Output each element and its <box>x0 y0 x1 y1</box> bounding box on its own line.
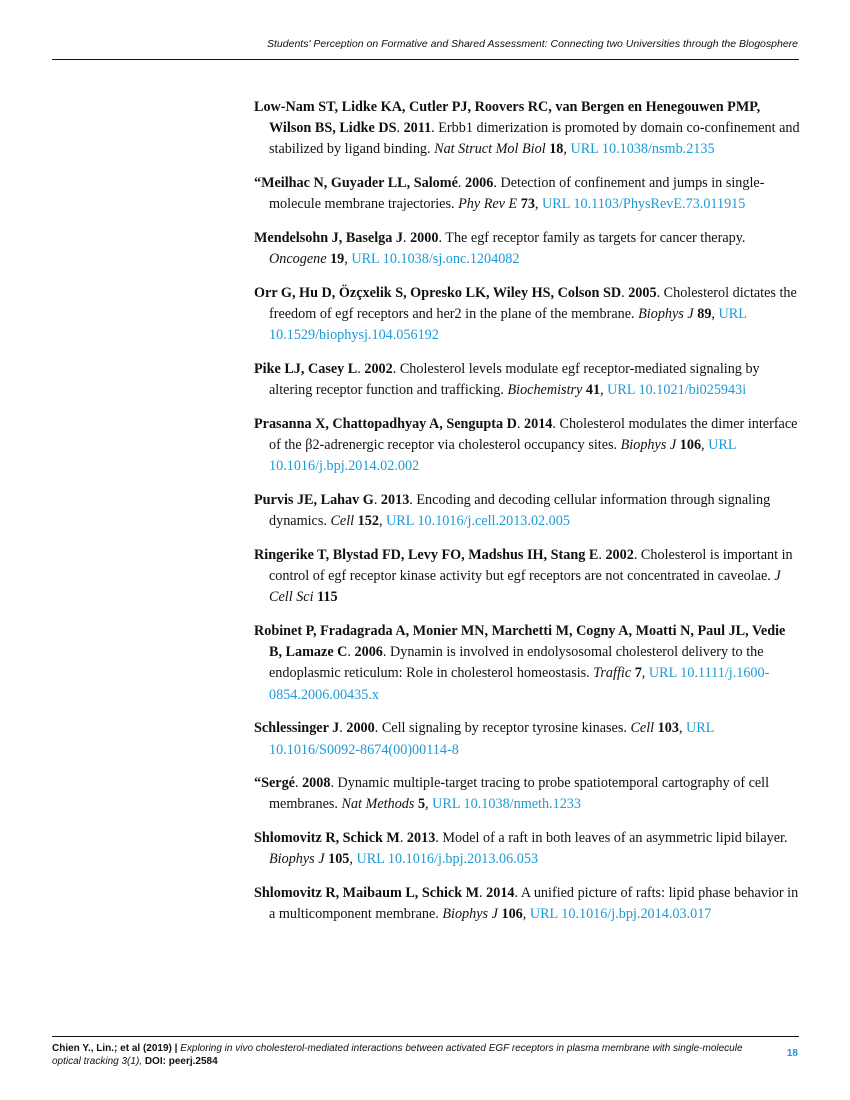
reference-title: The egf receptor family as targets for cancer therapy. <box>445 230 746 247</box>
reference-url-link[interactable]: URL <box>648 665 677 682</box>
reference-url-link[interactable]: URL <box>529 906 558 923</box>
reference-authors: Shlomovitz R, Schick M <box>254 830 400 847</box>
reference-year: 2014 <box>524 415 553 432</box>
reference-journal: Nat Struct Mol Biol <box>434 141 546 158</box>
reference-authors: “Sergé <box>254 775 295 792</box>
reference-volume: 73 <box>520 196 535 213</box>
reference-entry: Mendelsohn J, Baselga J. 2000. The egf receptor family as targets for cancer therapy. Oncogene 19, URL 10.1038/sj.onc.1204082 <box>254 230 746 268</box>
footer-issue: 3(1), <box>121 1056 143 1067</box>
reference-url-link[interactable]: URL <box>356 851 385 868</box>
reference-year: 2006 <box>354 644 383 661</box>
reference-title: Erbb1 dimerization is promoted by domain co-confinement and stabilized by ligand binding. <box>269 120 800 158</box>
reference-entry: Orr G, Hu D, Özçxelik S, Opresko LK, Wiley HS, Colson SD. 2005. Cholesterol dictates the freedom of egf receptors and her2 in the plane of the membrane. Biophys J 89, URL 10.1529/biophysj.104.056192 <box>254 284 797 344</box>
reference-title: Cholesterol modulates the dimer interface of the β2-adrenergic receptor via cholesterol occupancy sites. <box>269 415 798 454</box>
reference-url-link[interactable]: URL <box>351 251 380 268</box>
reference-entry: “Meilhac N, Guyader LL, Salomé. 2006. Detection of confinement and jumps in single-molecule membrane trajectories. Phy Rev E 73, URL 10.1103/PhysRevE.73.011915 <box>254 175 765 213</box>
running-header <box>52 38 798 50</box>
reference-year: 2011 <box>403 120 432 137</box>
reference-year: 2013 <box>406 830 436 847</box>
reference-volume: 18 <box>549 141 564 158</box>
reference-url-link[interactable]: URL <box>718 306 747 323</box>
page-number: 18 <box>786 1048 798 1059</box>
reference-doi-link[interactable]: 10.1038/nsmb.2135 <box>601 141 715 158</box>
reference-authors: “Meilhac N, Guyader LL, Salomé <box>254 175 458 192</box>
reference-entry: Shlomovitz R, Maibaum L, Schick M. 2014. A unified picture of rafts: lipid phase behavior in a multicomponent membrane. Biophys J 106, URL 10.1016/j.bpj.2014.03.017 <box>254 885 799 923</box>
reference-journal: Biophys J <box>638 306 694 323</box>
reference-volume: 41 <box>585 382 601 399</box>
reference-entry: Robinet P, Fradagrada A, Monier MN, Marchetti M, Cogny A, Moatti N, Paul JL, Vedie B, Lamaze C. 2006. Dynamin is involved in endolysosomal cholesterol delivery to the endoplasmic reticulum: Role in cholesterol homeostasis. Traffic 7, URL 10.1111/j.1600-0854.2006.00435.x <box>254 623 786 703</box>
reference-entry: Schlessinger J. 2000. Cell signaling by receptor tyrosine kinases. Cell 103, URL 10.1016/S0092-8674(00)00114-8 <box>254 720 714 758</box>
reference-url-link[interactable]: URL <box>607 382 636 399</box>
reference-entry: Ringerike T, Blystad FD, Levy FO, Madshus IH, Stang E. 2002. Cholesterol is important in control of egf receptor kinase activity but egf receptors are not concentrated in caveolae. J Cell Sci 115 <box>254 546 793 606</box>
reference-title: Dynamin is involved in endolysosomal cholesterol delivery to the endoplasmic reticulum: Role in cholesterol homeostasis. <box>269 644 764 682</box>
reference-title: Dynamic multiple-target tracing to probe spatiotemporal cartography of cell membranes. <box>269 775 770 813</box>
reference-year: 2000 <box>410 230 439 247</box>
reference-doi-link[interactable]: 10.1529/biophysj.104.056192 <box>269 327 439 344</box>
footer-divider <box>52 1036 799 1037</box>
reference-entry: Pike LJ, Casey L. 2002. Cholesterol levels modulate egf receptor-mediated signaling by altering receptor function and trafficking. Biochemistry 41, URL 10.1021/bi025943i <box>254 361 760 399</box>
footer-citation <box>52 1042 752 1068</box>
reference-volume: 7 <box>634 665 642 682</box>
reference-year: 2005 <box>628 284 657 301</box>
reference-doi-link[interactable]: 10.1038/sj.onc.1204082 <box>382 251 520 268</box>
reference-entry: “Sergé. 2008. Dynamic multiple-target tracing to probe spatiotemporal cartography of cell membranes. Nat Methods 5, URL 10.1038/nmeth.1233 <box>254 775 770 813</box>
reference-url-link[interactable]: URL <box>432 796 460 813</box>
reference-url-link[interactable]: URL <box>686 720 714 737</box>
reference-journal: Cell <box>330 513 355 530</box>
reference-doi-link[interactable]: 10.1016/j.bpj.2014.03.017 <box>561 906 712 923</box>
reference-volume: 5 <box>417 796 426 813</box>
footer-authors: Chien Y., Lin.; et al (2019) | <box>52 1043 178 1054</box>
reference-url-link[interactable]: URL <box>708 437 736 454</box>
reference-year: 2000 <box>346 720 375 737</box>
reference-title: Cholesterol is important in control of egf receptor kinase activity but egf receptors are not concentrated in caveolae. <box>269 546 793 585</box>
reference-journal: Nat Methods <box>341 796 415 813</box>
reference-url-link[interactable]: URL <box>386 513 414 530</box>
reference-authors: Orr G, Hu D, Özçxelik S, Opresko LK, Wiley HS, Colson SD <box>254 284 622 301</box>
reference-year: 2006 <box>464 175 494 192</box>
reference-doi-link[interactable]: 10.1016/j.cell.2013.02.005 <box>417 513 570 530</box>
reference-authors: Prasanna X, Chattopadhyay A, Sengupta D <box>254 415 517 432</box>
reference-authors: Purvis JE, Lahav G <box>254 492 374 509</box>
reference-volume: 106 <box>679 437 702 454</box>
reference-authors: Robinet P, Fradagrada A, Monier MN, Marchetti M, Cogny A, Moatti N, Paul JL, Vedie B, Lamaze C <box>254 623 786 661</box>
reference-journal: Biochemistry <box>507 382 583 399</box>
reference-doi-link[interactable]: 10.1016/S0092-8674(00)00114-8 <box>269 741 459 758</box>
header-divider <box>52 59 799 60</box>
reference-title: Cholesterol dictates the freedom of egf receptors and her2 in the plane of the membrane. <box>269 284 797 323</box>
footer-title: Exploring in vivo cholesterol-mediated interactions between activated EGF receptors in plasma membrane with single-molecule optical tracking <box>52 1043 743 1067</box>
reference-volume: 19 <box>330 251 345 268</box>
reference-authors: Schlessinger J <box>254 720 340 737</box>
reference-entry: Purvis JE, Lahav G. 2013. Encoding and decoding cellular information through signaling dynamics. Cell 152, URL 10.1016/j.cell.2013.02.005 <box>254 492 771 530</box>
reference-volume: 105 <box>328 851 350 868</box>
reference-authors: Low-Nam ST, Lidke KA, Cutler PJ, Roovers RC, van Bergen en Henegouwen PMP, Wilson BS, Lidke DS <box>254 99 761 137</box>
reference-entry: Prasanna X, Chattopadhyay A, Sengupta D. 2014. Cholesterol modulates the dimer interface of the β2-adrenergic receptor via cholesterol occupancy sites. Biophys J 106, URL 10.1016/j.bpj.2014.02.002 <box>254 415 798 475</box>
reference-journal: Oncogene <box>269 251 327 268</box>
reference-volume: 115 <box>317 589 338 606</box>
reference-journal: Biophys J <box>442 906 498 923</box>
reference-authors: Shlomovitz R, Maibaum L, Schick M <box>254 885 480 902</box>
footer-doi: DOI: peerj.2584 <box>144 1056 218 1067</box>
reference-doi-link[interactable]: 10.1016/j.bpj.2013.06.053 <box>387 851 539 868</box>
reference-year: 2014 <box>486 885 515 902</box>
reference-title: A unified picture of rafts: lipid phase behavior in a multicomponent membrane. <box>269 885 799 923</box>
reference-title: Cholesterol levels modulate egf receptor-mediated signaling by altering receptor function and trafficking. <box>269 361 760 399</box>
reference-title: Encoding and decoding cellular information through signaling dynamics. <box>269 492 771 530</box>
reference-entry: Shlomovitz R, Schick M. 2013. Model of a raft in both leaves of an asymmetric lipid bilayer. Biophys J 105, URL 10.1016/j.bpj.2013.06.053 <box>254 830 788 868</box>
reference-title: Cell signaling by receptor tyrosine kinases. <box>381 720 627 737</box>
reference-entry: Low-Nam ST, Lidke KA, Cutler PJ, Roovers RC, van Bergen en Henegouwen PMP, Wilson BS, Lidke DS. 2011. Erbb1 dimerization is promoted by domain co-confinement and stabilized by ligand binding. Nat Struct Mol Biol 18, URL 10.1038/nsmb.2135 <box>254 99 800 158</box>
reference-journal: Cell <box>630 720 655 737</box>
reference-title: Detection of confinement and jumps in single-molecule membrane trajectories. <box>269 175 765 213</box>
reference-url-link[interactable]: URL <box>570 141 599 158</box>
reference-volume: 152 <box>357 513 379 530</box>
running-title: Students' Perception on Formative and Shared Assessment: Connecting two Universities through the Blogosphere <box>267 38 798 50</box>
reference-journal: Phy Rev E <box>458 196 518 213</box>
reference-journal: J Cell Sci <box>269 568 781 606</box>
reference-journal: Traffic <box>593 665 632 682</box>
reference-authors: Ringerike T, Blystad FD, Levy FO, Madshus IH, Stang E <box>254 546 599 563</box>
reference-year: 2002 <box>364 361 393 378</box>
reference-journal: Biophys J <box>620 437 677 454</box>
reference-doi-link[interactable]: 10.1038/nmeth.1233 <box>463 796 581 813</box>
reference-volume: 103 <box>657 720 679 737</box>
reference-journal: Biophys J <box>269 851 325 868</box>
reference-url-link[interactable]: URL <box>542 196 570 213</box>
reference-volume: 106 <box>501 906 523 923</box>
reference-list <box>254 97 800 938</box>
reference-year: 2013 <box>380 492 410 509</box>
reference-authors: Pike LJ, Casey L <box>254 361 358 378</box>
reference-doi-link[interactable]: 10.1111/j.1600-0854.2006.00435.x <box>269 665 770 703</box>
reference-year: 2008 <box>302 775 331 792</box>
reference-doi-link[interactable]: 10.1021/bi025943i <box>638 382 747 399</box>
reference-title: Model of a raft in both leaves of an asymmetric lipid bilayer. <box>442 830 788 847</box>
reference-volume: 89 <box>697 306 712 323</box>
reference-year: 2002 <box>605 546 634 563</box>
reference-authors: Mendelsohn J, Baselga J <box>254 230 403 247</box>
reference-doi-link[interactable]: 10.1103/PhysRevE.73.011915 <box>573 196 746 213</box>
reference-doi-link[interactable]: 10.1016/j.bpj.2014.02.002 <box>269 458 420 475</box>
